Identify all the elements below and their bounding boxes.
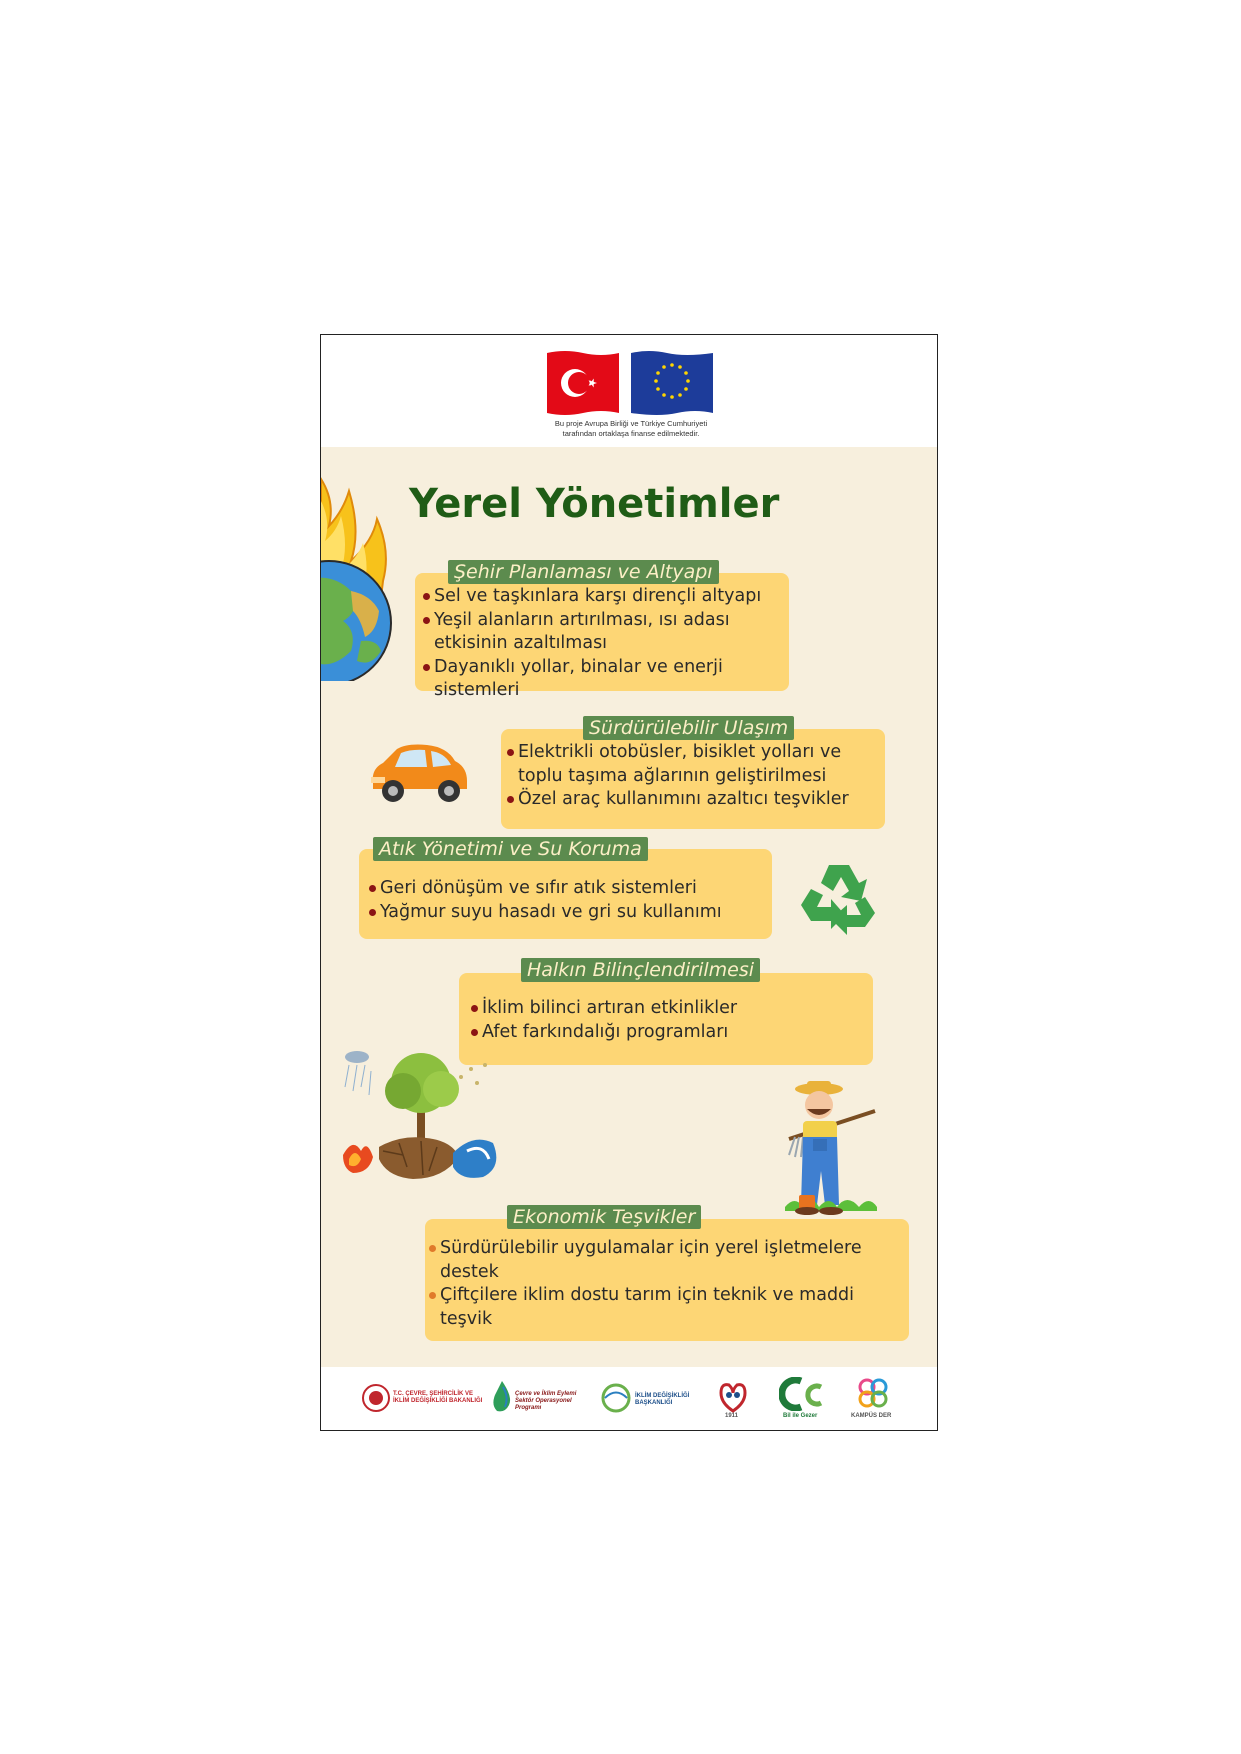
section-heading-awareness: Halkın Bilinçlendirilmesi <box>521 958 760 982</box>
farmer-icon <box>785 1081 885 1221</box>
flags-group <box>545 347 715 417</box>
logo-op-line2: Sektör Operasyonel Programı <box>515 1398 572 1411</box>
section-list-economic <box>429 1237 893 1331</box>
section-heading-waste-water: Atık Yönetimi ve Su Koruma <box>373 837 648 861</box>
logo-ministry-line1: T.C. ÇEVRE, ŞEHİRCİLİK VE <box>393 1391 474 1397</box>
logo-op-line1: Çevre ve İklim Eylemi <box>515 1391 577 1397</box>
eu-flag-icon <box>631 351 713 415</box>
section-card-transport <box>501 729 885 829</box>
footer-logos <box>321 1367 937 1430</box>
funding-line-1: Bu proje Avrupa Birliği ve Türkiye Cumhuriyeti <box>554 419 708 428</box>
ministry-seal-icon <box>361 1383 391 1413</box>
funding-note <box>501 419 761 439</box>
list-item: Afet farkındalığı programları <box>471 1021 867 1045</box>
logo-university <box>713 1377 757 1421</box>
list-item: Sel ve taşkınlara karşı dirençli altyapı <box>423 585 785 609</box>
cc-leaf-icon <box>779 1377 827 1411</box>
logo-presidency-line2: BAŞKANLIĞI <box>635 1400 673 1406</box>
list-item: Dayanıklı yollar, binalar ve enerji sistemleri <box>423 656 785 703</box>
clover-icon <box>855 1377 891 1409</box>
turkey-flag-icon <box>547 351 619 415</box>
section-heading-transport: Sürdürülebilir Ulaşım <box>583 716 794 740</box>
logo-bil-ile-gezer <box>779 1377 831 1421</box>
section-card-economic <box>425 1219 909 1341</box>
orange-car-icon <box>367 743 471 805</box>
list-item: İklim bilinci artıran etkinlikler <box>471 997 867 1021</box>
list-item: Geri dönüşüm ve sıfır atık sistemleri <box>369 877 765 901</box>
climate-tree-icon <box>343 1047 503 1187</box>
section-heading-urban-planning: Şehir Planlaması ve Altyapı <box>448 560 719 584</box>
logo-operational-programme <box>491 1377 597 1421</box>
section-list-transport <box>507 741 881 812</box>
logo-bil-ile-gezer-text: Bil ile Gezer <box>783 1413 818 1419</box>
page-title: Yerel Yönetimler <box>409 481 780 527</box>
burning-earth-icon <box>321 471 401 681</box>
logo-kampus-der-text: KAMPÜS DER <box>851 1413 892 1419</box>
section-list-awareness <box>471 997 867 1044</box>
list-item: Sürdürülebilir uygulamalar için yerel işletmelere destek <box>429 1237 893 1284</box>
list-item: Elektrikli otobüsler, bisiklet yolları ve toplu taşıma ağlarının geliştirilmesi <box>507 741 881 788</box>
logo-kampus-der <box>849 1377 899 1421</box>
globe-ring-icon <box>601 1383 631 1413</box>
list-item: Özel araç kullanımını azaltıcı teşvikler <box>507 788 881 812</box>
section-list-waste-water <box>369 877 765 924</box>
logo-climate-presidency <box>601 1377 701 1421</box>
water-drop-icon <box>491 1379 513 1415</box>
list-item: Yağmur suyu hasadı ve gri su kullanımı <box>369 901 765 925</box>
section-heading-economic: Ekonomik Teşvikler <box>507 1205 701 1229</box>
logo-university-year: 1911 <box>725 1413 739 1419</box>
header <box>321 335 937 447</box>
logo-ministry <box>361 1377 481 1421</box>
poster <box>320 334 938 1431</box>
section-card-awareness <box>459 973 873 1065</box>
funding-line-2: tarafından ortaklaşa finanse edilmektedir. <box>562 429 700 438</box>
section-card-waste-water <box>359 849 772 939</box>
list-item: Çiftçilere iklim dostu tarım için teknik ve maddi teşvik <box>429 1284 893 1331</box>
recycle-icon <box>799 861 879 937</box>
university-emblem-icon <box>713 1379 753 1413</box>
section-list-urban-planning <box>423 585 785 703</box>
logo-ministry-line2: İKLİM DEĞİŞİKLİĞİ BAKANLIĞI <box>393 1398 483 1404</box>
logo-presidency-line1: İKLİM DEĞİŞİKLİĞİ <box>635 1393 690 1399</box>
poster-body <box>321 447 937 1367</box>
list-item: Yeşil alanların artırılması, ısı adası etkisinin azaltılması <box>423 609 785 656</box>
section-card-urban-planning <box>415 573 789 700</box>
